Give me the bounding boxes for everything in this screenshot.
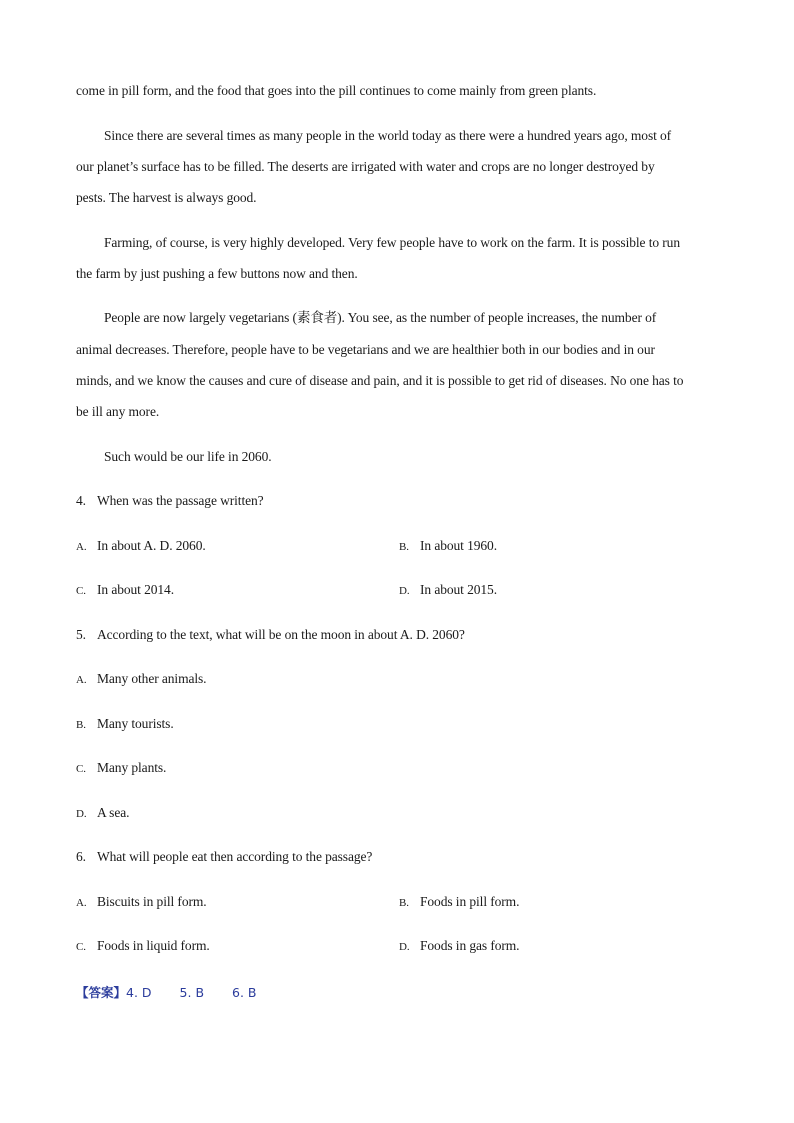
- option-label: D.: [399, 941, 410, 953]
- passage-line: come in pill form, and the food that goes into the pill continues to come mainly from green plants.: [76, 83, 597, 98]
- option-text: In about 2015.: [420, 582, 497, 597]
- option-label: D.: [399, 585, 410, 597]
- question-6-option-c[interactable]: [76, 938, 210, 955]
- question-5: [76, 627, 465, 643]
- option-text: Many other animals.: [97, 671, 207, 686]
- question-number: 4.: [76, 493, 86, 508]
- question-text: What will people eat then according to the passage?: [97, 849, 373, 864]
- question-5-option-a[interactable]: [76, 671, 206, 688]
- question-6-option-a[interactable]: [76, 894, 207, 911]
- option-label: C.: [76, 585, 86, 597]
- answer-item: 6. B: [232, 985, 257, 1000]
- answer-item: 4. D: [126, 985, 152, 1000]
- passage-line: our planet’s surface has to be filled. The deserts are irrigated with water and crops are no longer destroyed by: [76, 159, 655, 174]
- option-text: Foods in liquid form.: [97, 938, 210, 953]
- question-6-option-d[interactable]: [399, 938, 519, 955]
- option-text: Foods in gas form.: [420, 938, 520, 953]
- question-text: When was the passage written?: [97, 493, 264, 508]
- option-label: A.: [76, 541, 87, 553]
- passage-line: the farm by just pushing a few buttons now and then.: [76, 266, 358, 281]
- option-text: Foods in pill form.: [420, 894, 520, 909]
- passage-line: People are now largely vegetarians (素食者). You see, as the number of people increases, the number of: [104, 310, 657, 325]
- question-4-option-b[interactable]: [399, 538, 497, 555]
- question-4-option-c[interactable]: [76, 582, 174, 599]
- passage-line: pests. The harvest is always good.: [76, 190, 257, 205]
- question-5-option-b[interactable]: [76, 716, 174, 733]
- option-label: B.: [399, 897, 409, 909]
- option-label: C.: [76, 763, 86, 775]
- option-text: Many plants.: [97, 760, 167, 775]
- option-label: A.: [76, 897, 87, 909]
- question-5-option-c[interactable]: [76, 760, 166, 777]
- answer-item: 5. B: [179, 985, 205, 1000]
- question-number: 5.: [76, 627, 86, 642]
- option-text: In about A. D. 2060.: [97, 538, 206, 553]
- option-text: Biscuits in pill form.: [97, 894, 207, 909]
- option-text: In about 1960.: [420, 538, 497, 553]
- question-text: According to the text, what will be on the moon in about A. D. 2060?: [97, 627, 465, 642]
- question-4-option-d[interactable]: [399, 582, 497, 599]
- option-label: C.: [76, 941, 86, 953]
- answer-tag: 【答案】: [76, 985, 127, 1000]
- passage-line: animal decreases. Therefore, people have to be vegetarians and we are healthier both in our bodies and in our: [76, 342, 655, 357]
- option-text: Many tourists.: [97, 716, 174, 731]
- option-label: D.: [76, 808, 87, 820]
- option-text: In about 2014.: [97, 582, 174, 597]
- question-4: [76, 493, 264, 509]
- question-number: 6.: [76, 849, 86, 864]
- option-label: B.: [76, 719, 86, 731]
- question-6-option-b[interactable]: [399, 894, 519, 911]
- answer-key: [76, 983, 257, 1001]
- question-5-option-d[interactable]: [76, 805, 129, 822]
- passage-line: Since there are several times as many people in the world today as there were a hundred years ago, most of: [104, 128, 672, 143]
- passage-line: Farming, of course, is very highly developed. Very few people have to work on the farm. It is possible to run: [104, 235, 680, 250]
- passage-line: Such would be our life in 2060.: [104, 449, 272, 464]
- question-4-option-a[interactable]: [76, 538, 206, 555]
- question-6: [76, 849, 372, 865]
- passage-line: be ill any more.: [76, 404, 160, 419]
- option-label: B.: [399, 541, 409, 553]
- passage-line: minds, and we know the causes and cure of disease and pain, and it is possible to get rid of diseases. No one has to: [76, 373, 684, 388]
- option-label: A.: [76, 674, 87, 686]
- option-text: A sea.: [97, 805, 130, 820]
